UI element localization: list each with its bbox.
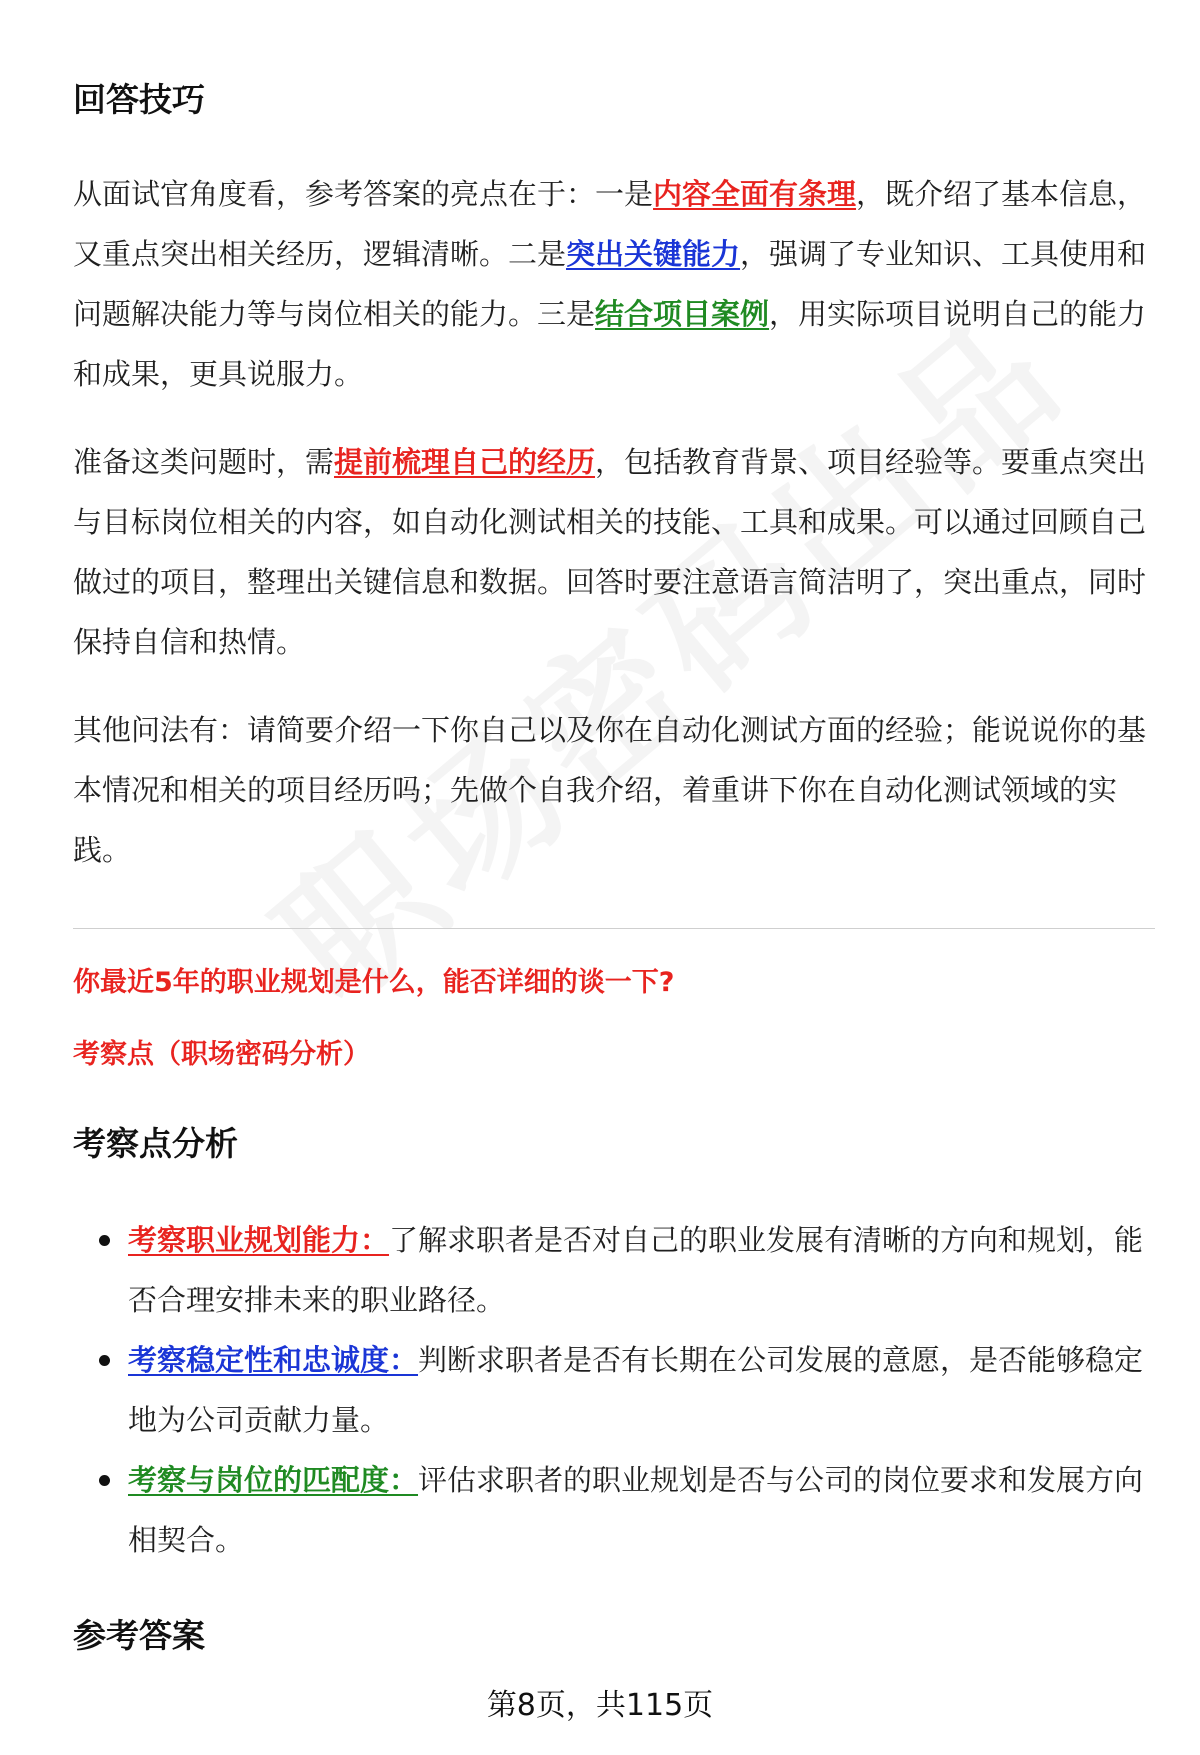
kpoint-title: 考察点（职场密码分析） (73, 1039, 370, 1070)
highlight-key-abilities: 突出关键能力 (566, 237, 741, 271)
tips-paragraph-1 (73, 164, 1155, 404)
highlight-project-cases: 结合项目案例 (595, 297, 770, 331)
item-text: 判断求职者是否有长期在公司发展的意愿，是否能够稳定地为公司贡献力量。 (128, 1343, 1144, 1437)
bullet-icon (99, 1235, 110, 1246)
section-heading-answer: 参考答案 (73, 1616, 205, 1655)
item-text: 了解求职者是否对自己的职业发展有清晰的方向和规划，能否合理安排未来的职业路径。 (128, 1223, 1144, 1317)
section-heading-tips: 回答技巧 (73, 80, 205, 119)
page-footer: 第8页，共115页 (486, 1688, 714, 1723)
section-heading-analysis: 考察点分析 (73, 1124, 238, 1163)
text-run: ，用实际项目说明自己的能力和成果，更具说服力。 (73, 297, 1147, 391)
item-label: 考察与岗位的匹配度： (128, 1463, 419, 1497)
text-run: ，强调了专业知识、工具使用和问题解决能力等与岗位相关的能力。三是 (73, 237, 1147, 331)
analysis-list (73, 1210, 1155, 1570)
tips-paragraph-2 (73, 432, 1155, 672)
list-item (73, 1450, 1155, 1570)
text-run: ，包括教育背景、项目经验等。要重点突出与目标岗位相关的内容，如自动化测试相关的技能、工具和成果。可以通过回顾自己做过的项目，整理出关键信息和数据。回答时要注意语言简洁明了，突出重点，同时保持自信和热情。 (73, 445, 1147, 659)
interview-question: 你最近5年的职业规划是什么，能否详细的谈一下? (73, 967, 675, 998)
item-label: 考察职业规划能力： (128, 1223, 390, 1257)
text-run: 从面试官角度看，参考答案的亮点在于：一是 (73, 177, 654, 211)
highlight-review-experience: 提前梳理自己的经历 (334, 445, 596, 479)
item-label: 考察稳定性和忠诚度： (128, 1343, 419, 1377)
bullet-icon (99, 1355, 110, 1366)
item-text: 评估求职者的职业规划是否与公司的岗位要求和发展方向相契合。 (128, 1463, 1144, 1557)
list-item (73, 1330, 1155, 1450)
tips-paragraph-3: 其他问法有：请简要介绍一下你自己以及你在自动化测试方面的经验；能说说你的基本情况和相关的项目经历吗；先做个自我介绍，着重讲下你在自动化测试领域的实践。 (73, 713, 1147, 867)
bullet-icon (99, 1475, 110, 1486)
section-divider (73, 928, 1155, 929)
text-run: ，既介绍了基本信息，又重点突出相关经历，逻辑清晰。二是 (73, 177, 1147, 271)
list-item (73, 1210, 1155, 1330)
text-run: 准备这类问题时，需 (73, 445, 335, 479)
highlight-comprehensive: 内容全面有条理 (653, 177, 857, 211)
